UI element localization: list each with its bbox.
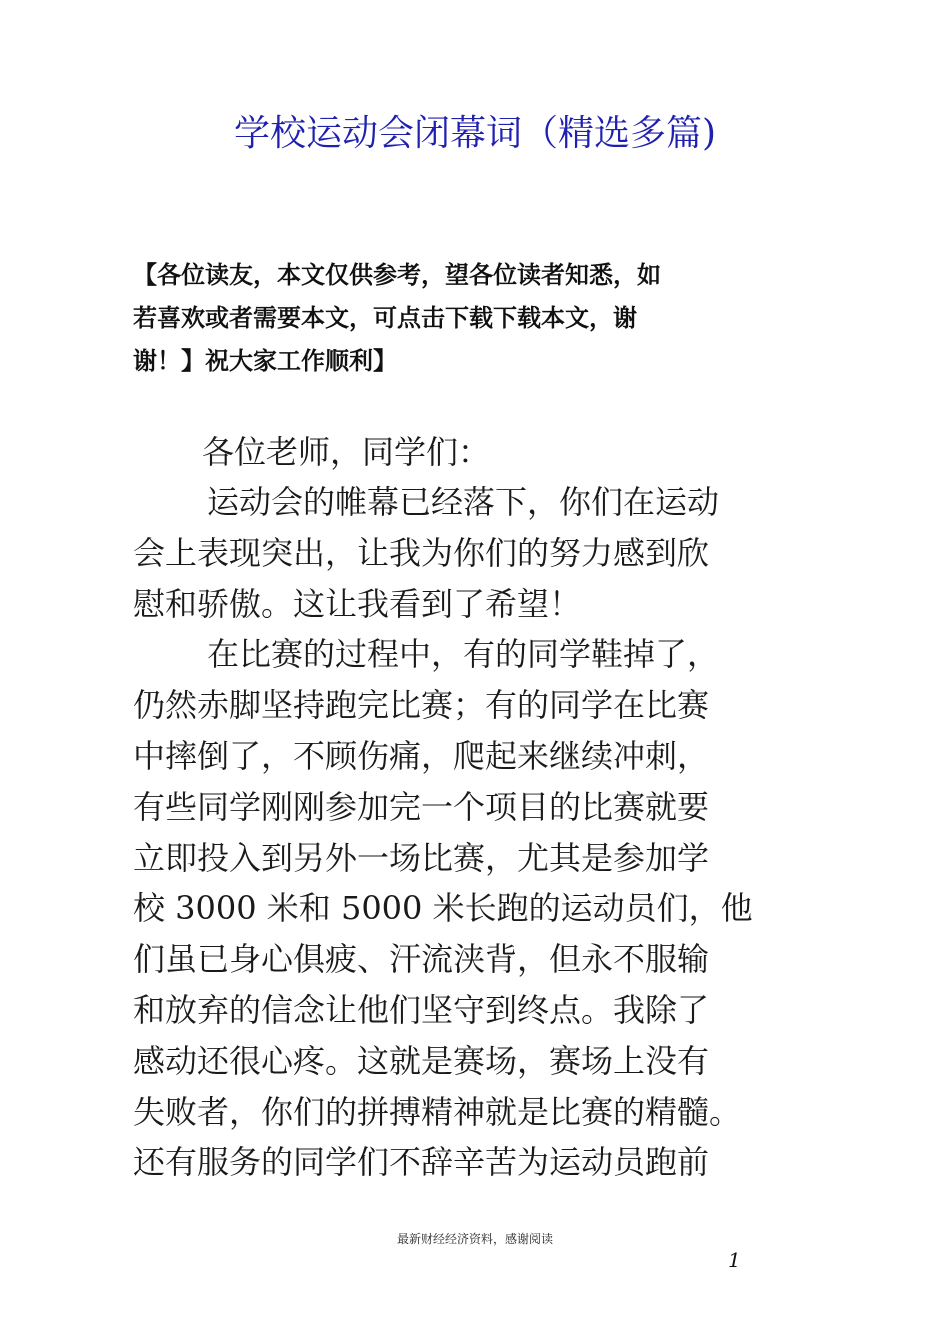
paragraph-line: 校 3000 米和 5000 米长跑的运动员们，他	[133, 889, 753, 928]
paragraph-line: 立即投入到另外一场比赛，尤其是参加学	[133, 838, 710, 877]
paragraph-line: 慰和骄傲。这让我看到了希望！	[133, 584, 582, 623]
paragraph-line: 感动还很心疼。这就是赛场，赛场上没有	[133, 1041, 710, 1080]
footer-note: 最新财经经济资料，感谢阅读	[396, 1232, 553, 1246]
document-title: 学校运动会闭幕词（精选多篇)	[233, 113, 717, 154]
paragraph-line: 中摔倒了，不顾伤痛，爬起来继续冲刺，	[133, 736, 710, 775]
paragraph-line: 在比赛的过程中，有的同学鞋掉了，	[207, 635, 720, 674]
greeting: 各位老师，同学们：	[202, 433, 491, 471]
paragraph-line: 还有服务的同学们不辞辛苦为运动员跑前	[133, 1143, 710, 1182]
paragraph-line: 运动会的帷幕已经落下，你们在运动	[207, 483, 720, 521]
notice-line: 谢！】祝大家工作顺利】	[133, 347, 397, 375]
paragraph-line: 仍然赤脚坚持跑完比赛；有的同学在比赛	[133, 686, 710, 725]
paragraph-line: 和放弃的信念让他们坚守到终点。我除了	[133, 990, 710, 1029]
page-number: 1	[728, 1248, 741, 1272]
notice-line: 若喜欢或者需要本文，可点击下载下载本文，谢	[133, 304, 637, 332]
notice-line: 【各位读友，本文仅供参考，望各位读者知悉，如	[133, 261, 661, 289]
reader-notice	[133, 254, 853, 383]
paragraph-line: 有些同学刚刚参加完一个项目的比赛就要	[133, 787, 710, 826]
paragraph-line: 们虽已身心俱疲、汗流浃背，但永不服输	[133, 940, 710, 979]
paragraph-line: 失败者，你们的拼搏精神就是比赛的精髓。	[133, 1092, 742, 1131]
paragraph-line: 会上表现突出，让我为你们的努力感到欣	[133, 533, 710, 572]
body-text	[133, 477, 863, 1188]
